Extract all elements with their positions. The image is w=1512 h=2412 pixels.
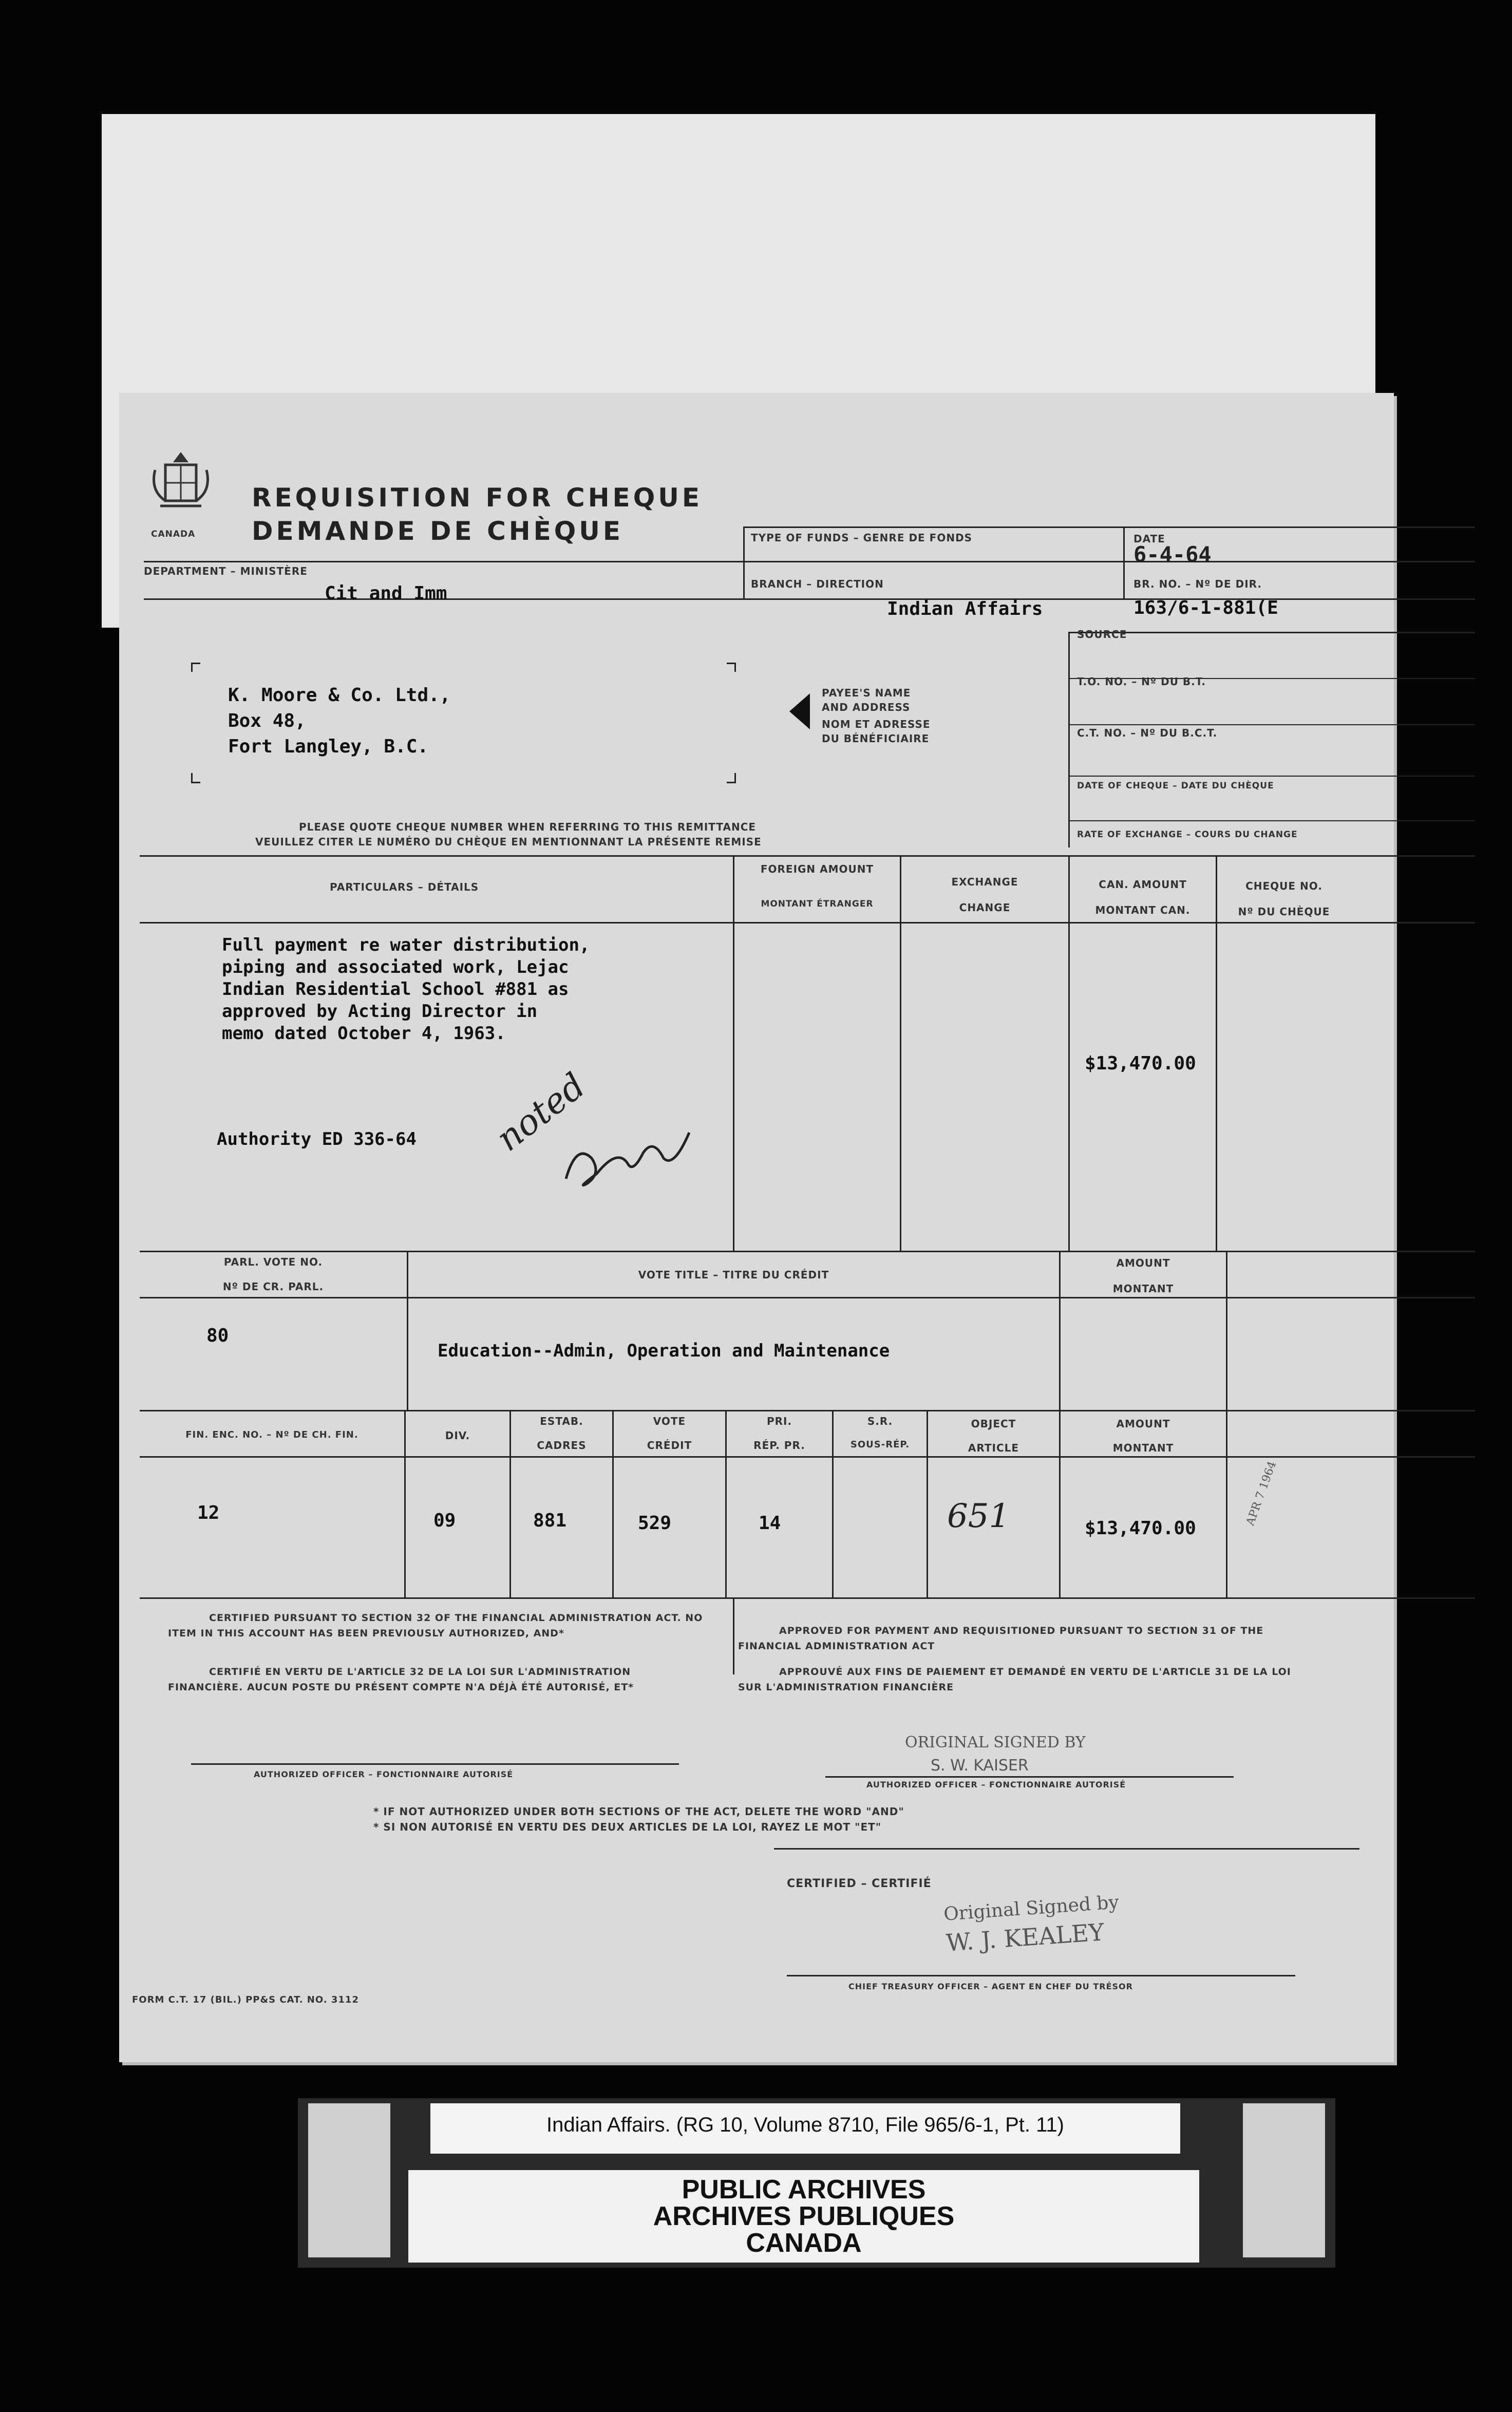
rep-pr-label: RÉP. PR.	[753, 1439, 805, 1452]
vote-value[interactable]: 529	[638, 1513, 672, 1534]
rate-of-exchange-label: RATE OF EXCHANGE – COURS DU CHANGE	[1077, 830, 1298, 840]
vote-amount-label: AMOUNT	[1116, 1257, 1170, 1269]
exchange-label: EXCHANGE	[951, 876, 1018, 888]
cheque-no-label-fr: Nº DU CHÈQUE	[1238, 906, 1330, 918]
br-no-label: BR. NO. – Nº DE DIR.	[1133, 578, 1262, 590]
title-en: REQUISITION FOR CHEQUE	[252, 483, 703, 513]
date-of-cheque-label: DATE OF CHEQUE – DATE DU CHÈQUE	[1077, 781, 1274, 791]
can-amount-value[interactable]: $13,470.00	[1085, 1053, 1196, 1074]
sous-rep-label: SOUS-RÉP.	[850, 1439, 910, 1450]
payee-label-en-1: PAYEE'S NAME	[822, 687, 911, 699]
foreign-amount-label-fr: MONTANT ÉTRANGER	[761, 899, 874, 909]
object-label: OBJECT	[971, 1418, 1016, 1430]
archives-line-1: PUBLIC ARCHIVES	[682, 2175, 926, 2204]
date-label: DATE	[1133, 533, 1165, 545]
parl-vote-label-fr: Nº DE CR. PARL.	[222, 1280, 324, 1293]
cheque-no-label: CHEQUE NO.	[1245, 880, 1322, 892]
note-fr: * SI NON AUTORISÉ EN VERTU DES DEUX ARTICLES DE LA LOI, RAYEZ LE MOT "ET"	[373, 1821, 882, 1833]
department-label: DEPARTMENT – MINISTÈRE	[144, 565, 308, 577]
cadres-label: CADRES	[537, 1439, 587, 1452]
source-label: SOURCE	[1077, 628, 1127, 640]
branch-label: BRANCH – DIRECTION	[751, 578, 884, 590]
particulars-line-1[interactable]: Full payment re water distribution,	[222, 935, 590, 955]
authorized-officer-right: AUTHORIZED OFFICER – FONCTIONNAIRE AUTORISÉ	[866, 1780, 1126, 1789]
mount-clip-left	[308, 2103, 390, 2257]
mount-clip-right	[1243, 2103, 1325, 2257]
particulars-line-2[interactable]: piping and associated work, Lejac	[222, 957, 569, 977]
approved-fr: APPROUVÉ AUX FINS DE PAIEMENT ET DEMANDÉ EN VERTU DE L'ARTICLE 31 DE LA LOI SUR L'ADMINISTRATION FINANCIÈRE	[738, 1666, 1291, 1693]
fin-enc-value[interactable]: 12	[197, 1502, 220, 1523]
archives-line-2: ARCHIVES PUBLIQUES	[653, 2201, 955, 2231]
particulars-line-4[interactable]: approved by Acting Director in	[222, 1001, 538, 1022]
coding-amount-label: AMOUNT	[1116, 1418, 1170, 1430]
form-number: FORM C.T. 17 (BIL.) PP&S CAT. NO. 3112	[132, 1994, 359, 2005]
arrow-left-icon	[789, 693, 810, 729]
coding-amount-value[interactable]: $13,470.00	[1085, 1518, 1196, 1539]
estab-value[interactable]: 881	[533, 1510, 567, 1531]
foreign-amount-label: FOREIGN AMOUNT	[760, 863, 874, 875]
department-value[interactable]: Cit and Imm	[325, 583, 447, 604]
certified-label: CERTIFIED – CERTIFIÉ	[787, 1877, 932, 1890]
authorized-officer-left: AUTHORIZED OFFICER – FONCTIONNAIRE AUTORISÉ	[254, 1769, 514, 1779]
initials-signature	[556, 1112, 710, 1194]
payee-label-fr-2: DU BÉNÉFICIAIRE	[822, 732, 930, 745]
payee-label-en-2: AND ADDRESS	[822, 701, 911, 713]
certified-en: CERTIFIED PURSUANT TO SECTION 32 OF THE FINANCIAL ADMINISTRATION ACT. NO ITEM IN THIS ACCOUNT HAS BEEN PREVIOUSLY AUTHORIZED, AND*	[168, 1612, 703, 1639]
certified-fr: CERTIFIÉ EN VERTU DE L'ARTICLE 32 DE LA LOI SUR L'ADMINISTRATION FINANCIÈRE. AUCUN POSTE DU PRÉSENT COMPTE N'A DÉJÀ ÉTÉ AUTORISÉ, ET*	[168, 1666, 634, 1693]
vote-title-header: VOTE TITLE – TITRE DU CRÉDIT	[638, 1269, 829, 1281]
title-fr: DEMANDE DE CHÈQUE	[252, 516, 624, 546]
date-value[interactable]: 6-4-64	[1133, 542, 1212, 567]
parl-vote-value[interactable]: 80	[206, 1325, 229, 1346]
authority-line[interactable]: Authority ED 336-64	[217, 1129, 417, 1150]
parl-vote-label: PARL. VOTE NO.	[223, 1256, 323, 1268]
div-value[interactable]: 09	[433, 1510, 456, 1531]
ct-no-label: C.T. NO. – Nº DU B.C.T.	[1077, 727, 1218, 739]
archive-citation: Indian Affairs. (RG 10, Volume 8710, File 965/6-1, Pt. 11)	[546, 2114, 1064, 2136]
payee-line-1[interactable]: K. Moore & Co. Ltd.,	[228, 685, 451, 706]
kealey-stamp-2: W. J. KEALEY	[945, 1918, 1105, 1957]
particulars-line-5[interactable]: memo dated October 4, 1963.	[222, 1023, 506, 1044]
approved-en: APPROVED FOR PAYMENT AND REQUISITIONED PURSUANT TO SECTION 31 OF THE FINANCIAL ADMINISTRATION ACT	[738, 1625, 1264, 1652]
payee-line-2[interactable]: Box 48,	[228, 710, 306, 731]
vote-label: VOTE	[653, 1415, 686, 1427]
can-amount-label-fr: MONTANT CAN.	[1095, 904, 1190, 916]
vote-amount-label-fr: MONTANT	[1112, 1283, 1174, 1295]
type-of-funds-label: TYPE OF FUNDS – GENRE DE FONDS	[751, 532, 973, 544]
article-label: ARTICLE	[968, 1442, 1019, 1454]
signed-stamp-1: ORIGINAL SIGNED BY	[905, 1733, 1086, 1751]
payee-line-3[interactable]: Fort Langley, B.C.	[228, 736, 429, 757]
payee-label-fr-1: NOM ET ADRESSE	[822, 718, 931, 730]
canada-crest-icon	[150, 449, 212, 526]
signed-stamp-2: S. W. KAISER	[931, 1757, 1029, 1775]
noted-handwriting: noted	[489, 1065, 593, 1160]
archives-line-3: CANADA	[746, 2228, 862, 2258]
fin-enc-label: FIN. ENC. NO. – Nº DE CH. FIN.	[185, 1429, 358, 1440]
can-amount-label: CAN. AMOUNT	[1099, 878, 1187, 891]
div-label: DIV.	[445, 1429, 470, 1442]
branch-value[interactable]: Indian Affairs	[887, 598, 1043, 619]
credit-label: CRÉDIT	[647, 1439, 692, 1452]
kealey-stamp-1: Original Signed by	[942, 1892, 1120, 1925]
note-en: * IF NOT AUTHORIZED UNDER BOTH SECTIONS OF THE ACT, DELETE THE WORD "AND"	[373, 1805, 904, 1818]
chief-treasury-label: CHIEF TREASURY OFFICER – AGENT EN CHEF DU TRÉSOR	[848, 1982, 1133, 1991]
exchange-label-fr: CHANGE	[959, 901, 1011, 914]
requisition-form	[119, 393, 1394, 2062]
object-value[interactable]: 651	[947, 1497, 1010, 1535]
br-no-value[interactable]: 163/6-1-881(E	[1133, 597, 1278, 618]
particulars-header: PARTICULARS – DÉTAILS	[330, 881, 479, 893]
crest-caption: CANADA	[151, 529, 196, 539]
quote-en: PLEASE QUOTE CHEQUE NUMBER WHEN REFERRING TO THIS REMITTANCE	[299, 821, 757, 833]
pri-label: PRI.	[766, 1415, 792, 1427]
date-stamp: APR 7 1964	[1244, 1459, 1279, 1528]
coding-montant-label: MONTANT	[1112, 1442, 1174, 1454]
quote-fr: VEUILLEZ CITER LE NUMÉRO DU CHÈQUE EN MENTIONNANT LA PRÉSENTE REMISE	[255, 836, 762, 848]
estab-label: ESTAB.	[540, 1415, 583, 1427]
to-no-label: T.O. NO. – Nº DU B.T.	[1077, 675, 1206, 688]
vote-title-value[interactable]: Education--Admin, Operation and Maintenance	[438, 1341, 890, 1361]
sr-label: S.R.	[867, 1415, 893, 1427]
pri-value[interactable]: 14	[759, 1513, 781, 1534]
particulars-line-3[interactable]: Indian Residential School #881 as	[222, 979, 569, 1000]
